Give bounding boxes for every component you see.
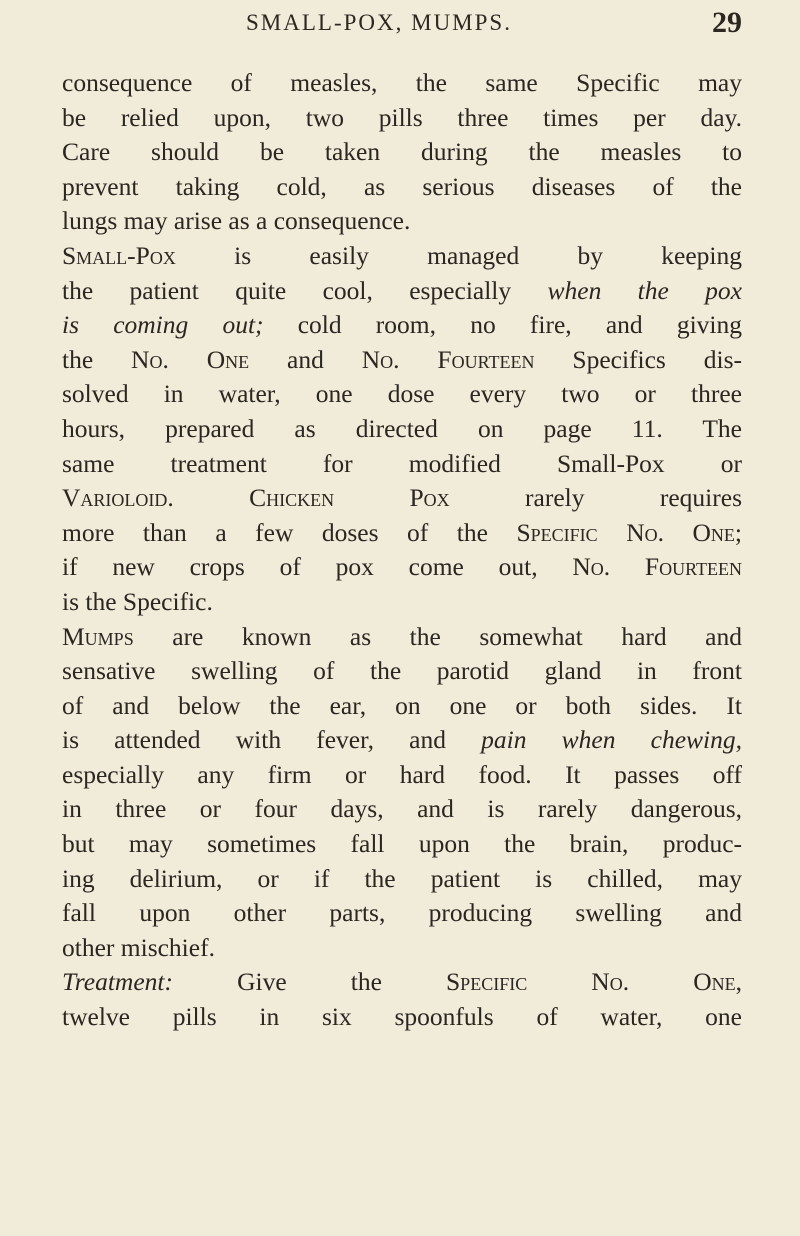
text-run: is the Specific. [62,586,213,616]
text-run: sensative swelling of the parotid gland in front [62,656,742,686]
small-caps-text: No. One [131,344,250,374]
small-caps-text: Mumps [62,621,134,651]
text-line [62,1000,742,1035]
text-line [62,931,742,966]
text-run [174,483,249,512]
text-run: the [62,344,132,374]
text-line [62,343,742,378]
text-run: prevent taking cold, as serious diseases of the [62,171,742,201]
text-line [62,66,742,101]
text-line [62,758,742,793]
text-run: is attended with fever, and [62,725,482,755]
small-caps-text: No. Fourteen [572,552,742,582]
text-line [62,412,742,447]
text-line [62,101,742,136]
small-caps-text: Varioloid. [62,483,174,513]
text-run: are known as the somewhat hard and [133,621,742,651]
small-caps-text: Specific No. One [446,967,736,997]
small-caps-text: No. Fourteen [361,344,535,374]
text-line [62,620,742,655]
text-line [62,377,742,412]
text-run: ing delirium, or if the patient is chilled, may [62,863,742,893]
running-head [60,4,744,48]
text-run: hours, prepared as directed on page 11. The [62,413,742,443]
text-run: be relied upon, two pills three times per day. [62,102,742,132]
text-run: ; [734,517,742,547]
text-run: if new crops of pox come out, [62,552,573,582]
small-caps-text: Chicken Pox [249,483,450,513]
text-run: Specifics dis- [534,344,742,374]
text-line [62,965,742,1000]
small-caps-text: Small-Pox [62,240,176,270]
text-run: other mischief. [62,932,215,962]
text-line [62,447,742,482]
text-line [62,481,742,516]
text-run: Give the [172,967,446,997]
text-line [62,135,742,170]
text-run: same treatment for modified Small-Pox or [62,448,742,478]
text-run: in three or four days, and is rarely dangerous, [62,794,742,824]
text-line [62,862,742,897]
text-line [62,689,742,724]
text-line [62,585,742,620]
small-caps-text: Specific No. One [516,517,735,547]
italic-text: when the pox [547,275,742,305]
text-run: rarely requires [449,483,742,513]
text-run: solved in water, one dose every two or three [62,379,742,409]
italic-text: Treatment: [62,967,173,997]
text-line [62,550,742,585]
text-run: is easily managed by keeping [175,240,742,270]
text-run: twelve pills in six spoonfuls of water, one [62,1002,742,1032]
text-line [62,723,742,758]
italic-text: pain when chewing, [481,725,743,755]
text-line [62,896,742,931]
text-line [62,239,742,274]
text-run: consequence of measles, the same Specific may [62,68,742,97]
text-line [62,274,742,309]
text-run: cold room, no fire, and giving [263,310,742,340]
text-line [62,308,742,343]
running-head-title: SMALL-POX, MUMPS. [246,10,512,35]
text-line [62,827,742,862]
body-text [62,66,742,1035]
text-run: , [735,967,742,997]
text-line [62,654,742,689]
italic-text: is coming out; [62,310,264,340]
text-line [62,792,742,827]
text-run: fall upon other parts, producing swelling and [62,898,742,928]
text-run: and [249,344,362,374]
text-line [62,516,742,551]
text-run: lungs may arise as a consequence. [62,206,411,236]
page-number: 29 [712,6,742,39]
text-line [62,170,742,205]
text-run: of and below the ear, on one or both sides. It [62,690,742,720]
text-run: Care should be taken during the measles to [62,137,742,167]
text-line [62,204,742,239]
text-run: more than a few doses of the [62,517,517,547]
text-run: but may sometimes fall upon the brain, produc- [62,829,742,859]
text-run: the patient quite cool, especially [62,275,548,305]
text-run: especially any firm or hard food. It passes off [62,759,742,789]
